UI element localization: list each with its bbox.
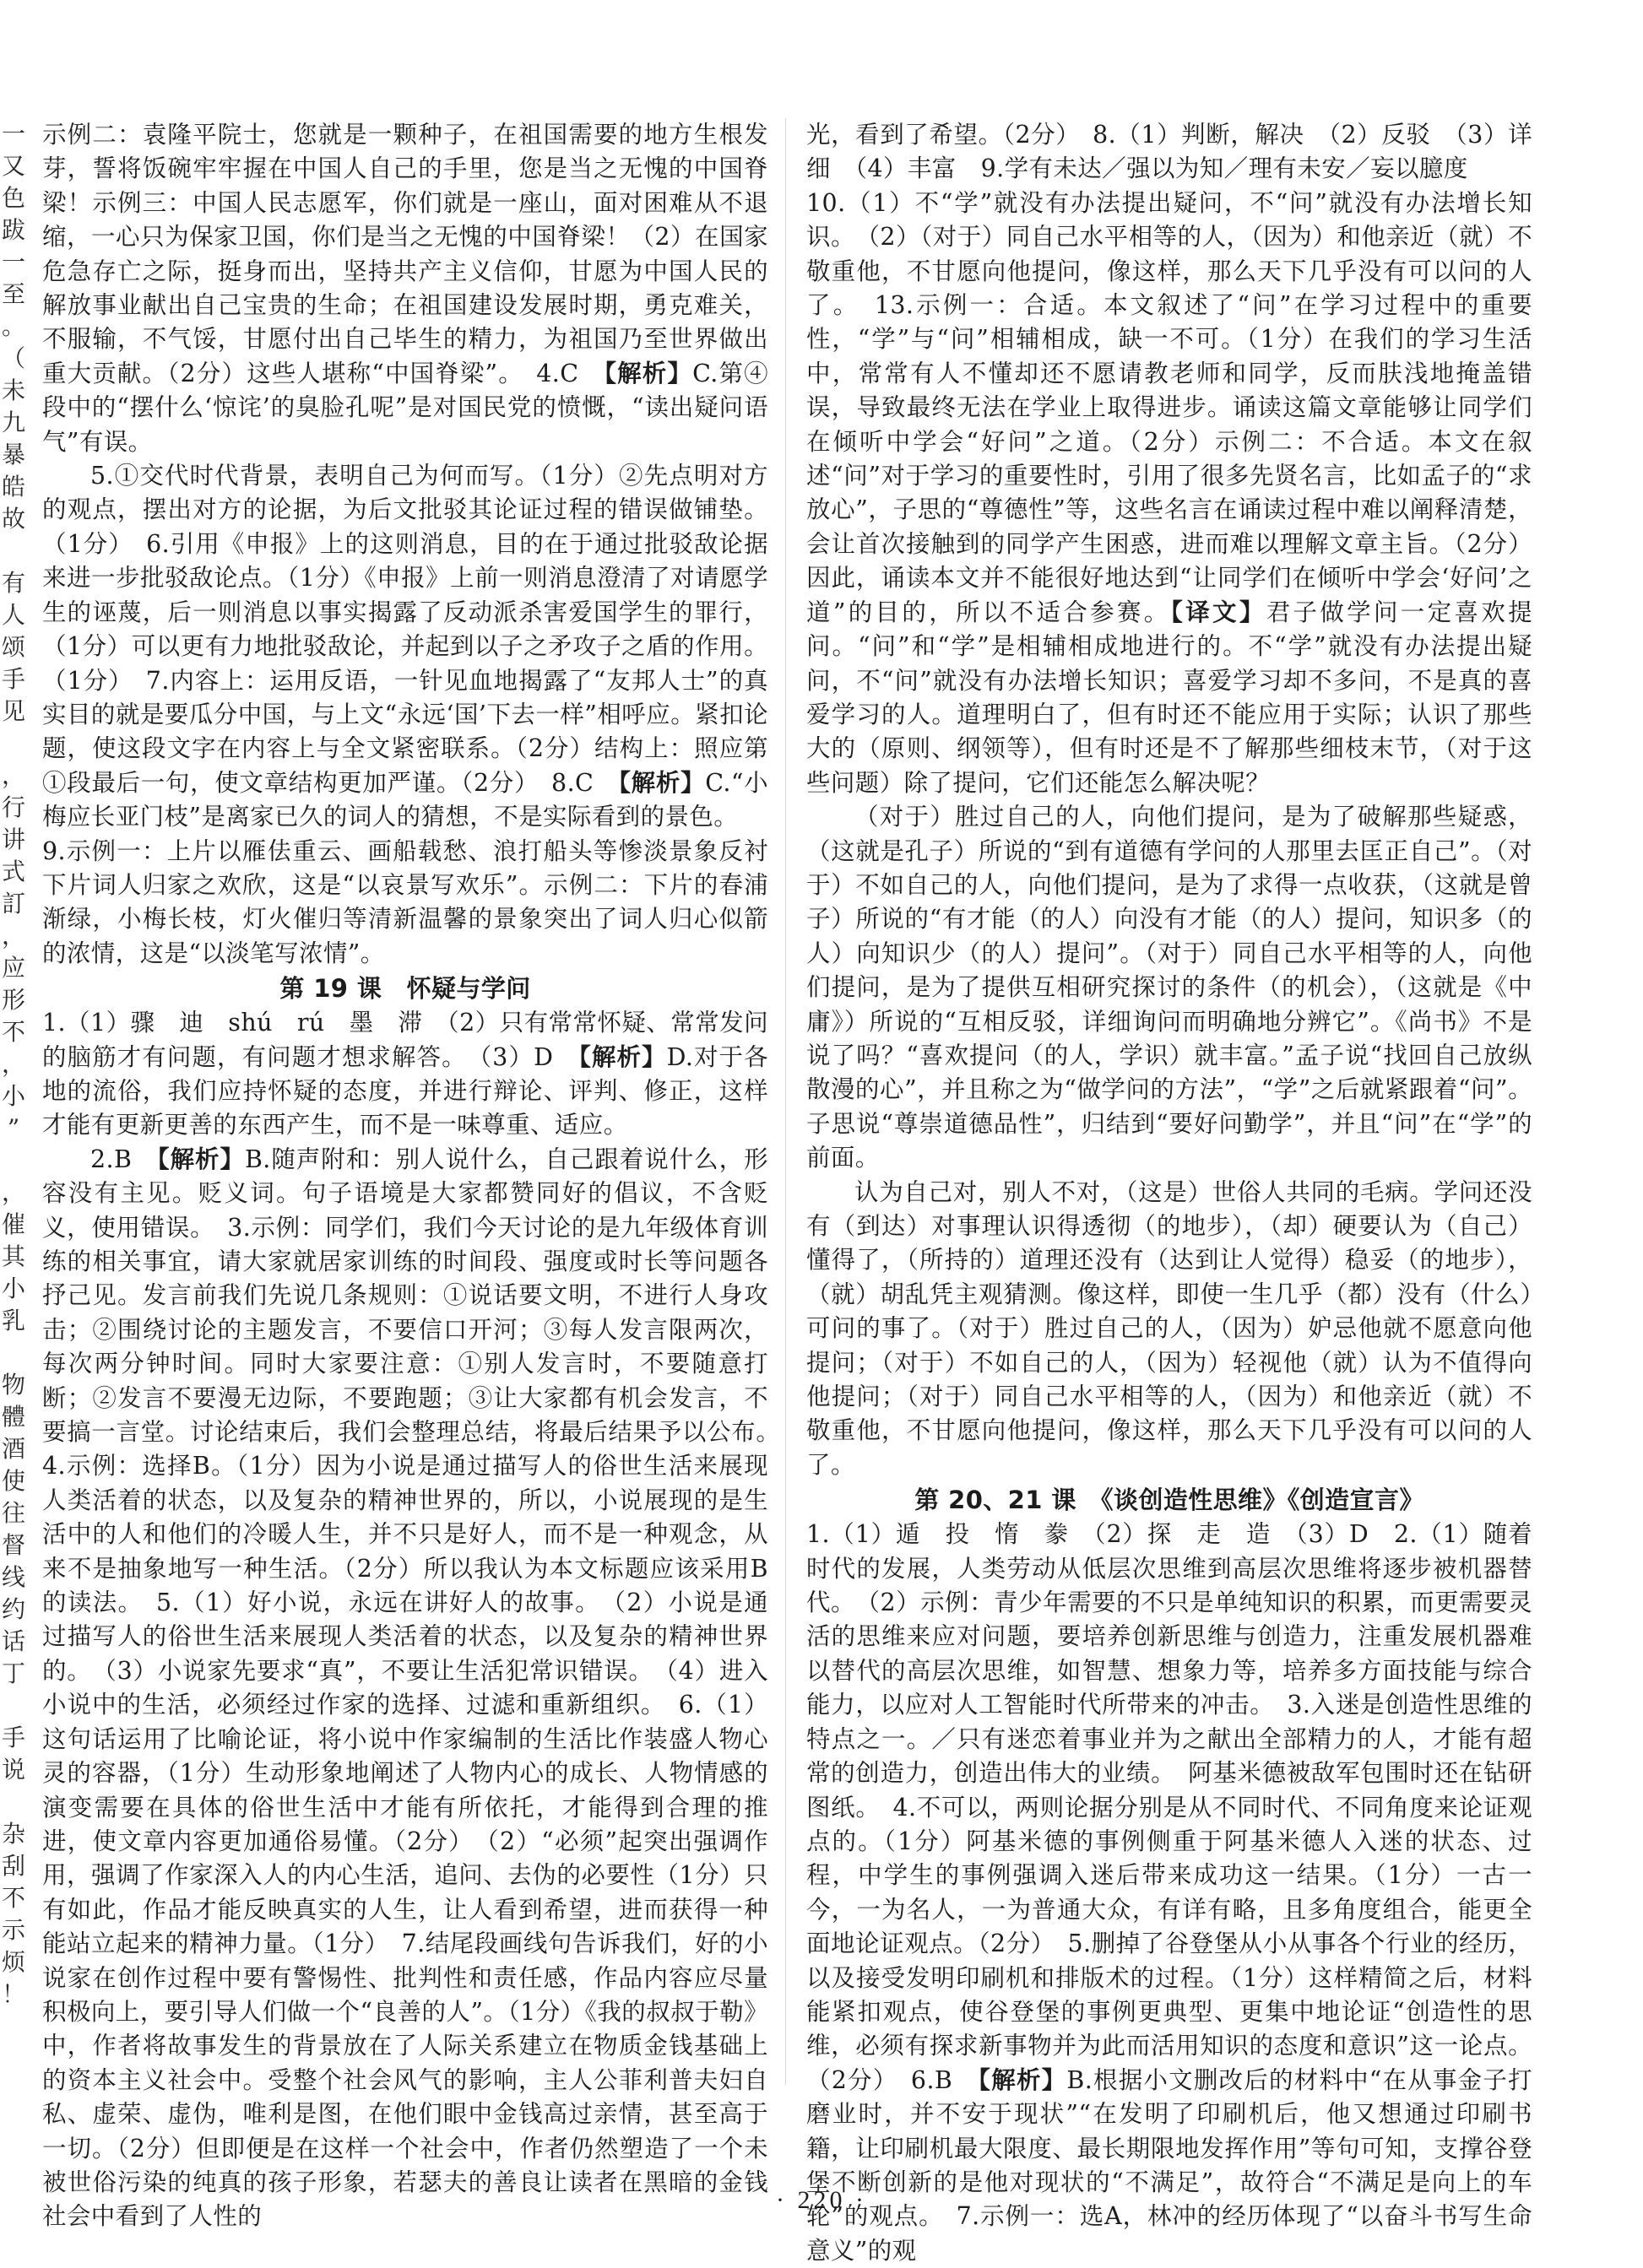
edge-glyph: 小: [1, 1275, 25, 1302]
edge-glyph: 应: [1, 954, 25, 982]
translation-tag: 【译文】: [1170, 598, 1266, 626]
edge-glyph: 行: [1, 793, 25, 821]
translation-paragraph: （对于）胜过自己的人，向他们提问，是为了破解那些疑惑，（这就是孔子）所说的“到有道德有学问的人那里去匡正自己”。（对于）不如自己的人，向他们提问，是为了求得一点收获，（这就是曾子）所说的“有才能（的人）向没有才能（的人）提问，知识多（的人）向知识少（的人）提问”。（对于）同自己水平相等的人，向他们提问，是为了提供互相研究探讨的条件（的机会），（这就是《中庸》）所说的“互相反驳，详细询问而明确地分辨它”。《尚书》不是说了吗？“喜欢提问（的人，学识）就丰富。”孟子说“找回自己放纵散漫的心”，并且称之为“做学问的方法”，“学”之后就紧跟着“问”。子思说“尊崇道德品性”，归结到“要好问勤学”，并且“问”在“学”的前面。: [806, 803, 1532, 1172]
right-column: [806, 118, 1532, 2268]
answer-paragraph: 9.示例一：上片以雁佉重云、画船载愁、浪打船头等惨淡景象反衬下片词人归家之欢欣，这是“以哀景写欢乐”。示例二：下片的春浦渐绿，小梅长枝，灯火催归等清新温馨的景象突出了词人归心似箭的浓情，这是“以淡笔写浓情”。: [42, 836, 768, 967]
edge-glyph: 约: [1, 1595, 25, 1623]
edge-glyph: 故: [1, 505, 25, 533]
edge-glyph: 暴: [1, 441, 25, 468]
edge-glyph: 手: [1, 665, 25, 693]
edge-glyph: 乳: [1, 1307, 25, 1334]
translation-paragraph: 认为自己对，别人不对，（这是）世俗人共同的毛病。学问还没有（到达）对事理认识得透彻（的地步），（却）硬要认为（自己）懂得了，（所持的）道理还没有（达到让人觉得）稳妥（的地步），（就）胡乱凭主观猜测。像这样，即使一生几乎（都）没有（什么）可问的事了。（对于）胜过自己的人，（因为）妒忌他就不愿意向他提问；（对于）不如自己的人，（因为）轻视他（就）认为不值得向他提问；（对于）同自己水平相等的人，（因为）和他亲近（就）不敬重他，不甘愿向他提问，像这样，那么天下几乎没有可以问的人了。: [806, 1177, 1532, 1479]
edge-glyph: ，: [1, 761, 25, 789]
edge-glyph: 使: [1, 1467, 25, 1495]
edge-glyph: （: [1, 344, 25, 372]
answer-paragraph: 1.（1）遁 投 惰 豢 （2）探 走 造 （3）D 2.（1）随着时代的发展，人类劳动从低层次思维到高层次思维将逐步被机器替代。 （2）示例：青少年需要的不只是单纯知识的积累，而更需要灵活的思维来应对问题，要培养创新思维与创造力，注重发展机器难以替代的高层次思维，如智慧、想象力等，培养多方面技能与综合能力，以应对人工智能时代所带来的冲击。 3.入迷是创造性思维的特点之一。／只有迷恋着事业并为之献出全部精力的人，才能有超常的创造力，创造出伟大的业绩。 阿基米德被敌军包围时还在钻研图纸。 4.不可以，两则论据分别是从不同时代、不同角度来论证观点的。（1分）阿基米德的事例侧重于阿基米德人入迷的状态、过程，中学生的事例强调入迷后带来成功这一结果。（1分）一古一今，一为名人，一为普通大众，有详有略，且多角度组合，能更全面地论证观点。（2分） 5.删掉了谷登堡从小从事各个行业的经历，以及接受发明印刷机和排版术的过程。（1分）这样精简之后，材料能紧扣观点，使谷登堡的事例更典型、更集中地论证“创造性的思维，必须有探求新事物并为此而活用知识的态度和意识”这一论点。（2分） 6.B 【解析】B.根据小文删改后的材料中“在从事金子打磨业时，并不安于现状”“在发明了印刷机后，他又想通过印刷书籍，让印刷机最大限度、最长期限地发挥作用”等句可知，支撑谷登堡不断创新的是他对现状的“不满足”，故符合“不满足是向上的车轮”的观点。 7.示例一：选A，林冲的经历体现了“以奋斗书写生命意义”的观: [806, 1520, 1532, 2265]
edge-glyph: 杂: [1, 1820, 25, 1848]
edge-glyph: 示: [1, 1916, 25, 1944]
answer-paragraph: 1.（1）骤 迪 shú rú 墨 滞 （2）只有常常怀疑、常常发问的脑筋才有问题，有问题才想求解答。 （3）D 【解析】D.对于各地的流俗，我们应持怀疑的态度，并进行辩论、评判、修正，这样才能有更新更善的东西产生，而不是一味尊重、适应。: [42, 1009, 768, 1139]
edge-glyph: [2, 1337, 25, 1369]
edge-glyph: 有: [1, 569, 25, 597]
edge-glyph: 一: [1, 120, 25, 148]
edge-glyph: 往: [1, 1499, 25, 1527]
edge-glyph: 讲: [1, 825, 25, 853]
edge-glyph: 色: [1, 184, 25, 212]
edge-glyph: 刮: [1, 1852, 25, 1880]
edge-glyph: 不: [1, 1018, 25, 1046]
edge-glyph: 线: [1, 1563, 25, 1591]
edge-glyph: ，: [1, 1178, 25, 1206]
edge-glyph: 物: [1, 1371, 25, 1399]
edge-glyph: 酒: [1, 1435, 25, 1463]
analysis-tag: 【解析】: [604, 359, 693, 387]
edge-glyph: [2, 1145, 25, 1177]
edge-glyph: 形: [1, 986, 25, 1014]
edge-glyph: 话: [1, 1627, 25, 1655]
edge-glyph: 皓: [1, 473, 25, 501]
edge-glyph: [2, 1786, 25, 1818]
edge-glyph: ，: [1, 922, 25, 950]
edge-glyph: 催: [1, 1210, 25, 1238]
edge-glyph: 见: [1, 697, 25, 725]
edge-glyph: 颂: [1, 633, 25, 661]
analysis-tag: 【解析】: [978, 2065, 1067, 2094]
edge-glyph: 丁: [1, 1659, 25, 1687]
answer-paragraph: 5.①交代时代背景，表明自己为何而写。（1分）②先点明对方的观点，摆出对方的论据，为后文批驳其论证过程的错误做铺垫。（1分） 6.引用《申报》上的这则消息，目的在于通过批驳敌论据来进一步批驳敌论点。（1分）《申报》上前一则消息澄清了对请愿学生的诬蔑，后一则消息以事实揭露了反动派杀害爱国学生的罪行，（1分）可以更有力地批驳敌论，并起到以子之矛攻子之盾的作用。（1分） 7.内容上：运用反语，一针见血地揭露了“友邦人士”的真实目的就是要瓜分中国，与上文“永远‘国’下去一样”相呼应。紧扣论题，使这段文字在内容上与全文紧密联系。（2分）结构上：照应第①段最后一句，使文章结构更加严谨。（2分） 8.C 【解析】C.“小梅应长亚门枝”是离家已久的词人的猜想，不是实际看到的景色。: [42, 462, 768, 831]
answer-paragraph: 光，看到了希望。（2分） 8.（1）判断，解决 （2）反驳 （3）详细 （4）丰富 9.学有未达／强以为知／理有未安／妄以臆度: [806, 121, 1532, 183]
left-edge-cropped-column: [0, 118, 27, 2060]
edge-glyph: 督: [1, 1531, 25, 1559]
edge-glyph: 至: [1, 280, 25, 308]
edge-glyph: [2, 1690, 25, 1722]
analysis-tag: 【解析】: [578, 1042, 667, 1071]
lesson-heading: 第 20、21 课 《谈创造性思维》《创造宣言》: [914, 1486, 1424, 1515]
analysis-tag: 【解析】: [157, 1145, 245, 1173]
edge-glyph: 九: [1, 409, 25, 436]
page-number: · 220 ·: [776, 2186, 867, 2214]
edge-glyph: 式: [1, 858, 25, 885]
edge-glyph: 。: [1, 312, 25, 340]
left-column: [42, 118, 793, 2234]
answer-paragraph: 示例二：袁隆平院士，您就是一颗种子，在祖国需要的地方生根发芽，誓将饭碗牢牢握在中国人自己的手里，您是当之无愧的中国脊梁！示例三：中国人民志愿军，你们就是一座山，面对困难从不退缩，一心只为保家卫国，你们是当之无愧的中国脊梁！（2）在国家危急存亡之际，挺身而出，坚持共产主义信仰，甘愿为中国人民的解放事业献出自己宝贵的生命；在祖国建设发展时期，勇克难关，不服输，不气馁，甘愿付出自己毕生的精力，为祖国乃至世界做出重大贡献。（2分）这些人堪称“中国脊梁”。 4.C 【解析】C.第④段中的“摆什么‘惊诧’的臭脸孔呢”是对国民党的愤慨，“读出疑问语气”有误。: [42, 121, 768, 456]
edge-glyph: 手: [1, 1724, 25, 1751]
edge-glyph: ！: [1, 1980, 25, 2008]
edge-glyph: 人: [1, 601, 25, 629]
edge-glyph: 说: [1, 1756, 25, 1784]
edge-glyph: 體: [1, 1403, 25, 1431]
edge-glyph: ，: [1, 1050, 25, 1078]
answer-paragraph: 2.B 【解析】B.随声附和：别人说什么，自己跟着说什么，形容没有主见。贬义词。句子语境是大家都赞同好的倡议，不含贬义，使用错误。 3.示例：同学们，我们今天讨论的是九年级体育训练的相关事宜，请大家就居家训练的时间段、强度或时长等问题各抒己见。发言前我们先说几条规则：①说话要文明，不进行人身攻击；②围绕讨论的主题发言，不要信口开河；③每人发言限两次，每次两分钟时间。同时大家要注意：①别人发言时，不要随意打断；②发言不要漫无边际，不要跑题；③让大家都有机会发言，不要搞一言堂。讨论结束后，我们会整理总结，将最后结果予以公布。 4.示例：选择B。（1分）因为小说是通过描写人的俗世生活来展现人类活着的状态，以及复杂的精神世界的，所以，小说展现的是生活中的人和他们的冷暖人生，并不只是好人，而不是一种观念，从来不是抽象地写一种生活。（2分）所以我认为本文标题应该采用B的读法。 5.（1）好小说，永远在讲好人的故事。 （2）小说是通过描写人的俗世生活来展现人类活着的状态，以及复杂的精神世界的。 （3）小说家先要求“真”，不要让生活犯常识错误。 （4）进入小说中的生活，必须经过作家的选择、过滤和重新组织。 6.（1）这句话运用了比喻论证，将小说中作家编制的生活比作装盛人物心灵的容器，（1分）生动形象地阐述了人物内心的成长、人物情感的演变需要在具体的俗世生活中才能有所依托，才能得到合理的推进，使文章内容更加通俗易懂。（2分） （2）“必须”起突出强调作用，强调了作家深入人的内心生活，追问、去伪的必要性（1分）只有如此，作品才能反映真实的人生，让人看到希望，进而获得一种能站立起来的精神力量。（1分） 7.结尾段画线句告诉我们，好的小说家在创作过程中要有警惕性、批判性和责任感，作品内容应尽量积极向上，要引导人们做一个“良善的人”。（1分）《我的叔叔于勒》中，作者将故事发生的背景放在了人际关系建立在物质金钱基础上的资本主义社会中。受整个社会风气的影响，主人公菲利普夫妇自私、虚荣、虚伪，唯利是图，在他们眼中金钱高过亲情，甚至高于一切。（2分）但即便是在这样一个社会中，作者仍然塑造了一个未被世俗污染的纯真的孩子形象，若瑟夫的善良让读者在黑暗的金钱社会中看到了人性的: [42, 1145, 793, 2231]
edge-glyph: 又: [1, 152, 25, 180]
edge-glyph: ”: [7, 1114, 20, 1142]
edge-glyph: 其: [1, 1242, 25, 1270]
edge-glyph: 訂: [1, 890, 25, 917]
edge-glyph: 一: [1, 248, 25, 276]
edge-glyph: 跋: [1, 216, 25, 244]
edge-glyph: 不: [1, 1884, 25, 1912]
edge-glyph: [2, 535, 25, 567]
edge-glyph: 小: [1, 1082, 25, 1110]
edge-glyph: 烦: [1, 1948, 25, 1976]
analysis-tag: 【解析】: [618, 768, 706, 797]
answer-paragraph: 10.（1）不“学”就没有办法提出疑问，不“问”就没有办法增长知识。 （2）（对于）同自己水平相等的人，（因为）和他亲近（就）不敬重他，不甘愿向他提问，像这样，那么天下几乎没有可以问的人了。 13.示例一：合适。本文叙述了“问”在学习过程中的重要性，“学”与“问”相辅相成，缺一不可。（1分）在我们的学习生活中，常常有人不懂却还不愿请教老师和同学，反而肤浅地掩盖错误，导致最终无法在学业上取得进步。诵读这篇文章能够让同学们在倾听中学会“好问”之道。（2分）示例二：不合适。本文在叙述“问”对于学习的重要性时，引用了很多先贤名言，比如孟子的“求放心”，子思的“尊德性”等，这些名言在诵读过程中难以阐释清楚，会让首次接触到的同学产生困惑，进而难以理解文章主旨。（2分）因此，诵读本文并不能很好地达到“让同学们在倾听中学会‘好问’之道”的目的，所以不适合参赛。【译文】君子做学问一定喜欢提问。“问”和“学”是相辅相成地进行的。不“学”就没有办法提出疑问，不“问”就没有办法增长知识；喜爱学习却不多问，不是真的喜爱学习的人。道理明白了，但有时还不能应用于实际；认识了那些大的（原则、纲领等），但有时还是不了解那些细枝末节，（对于这些问题）除了提问，它们还能怎么解决呢？: [806, 188, 1533, 797]
edge-glyph: 未: [1, 376, 25, 404]
edge-glyph: [2, 728, 25, 760]
column-divider: [785, 118, 786, 2085]
lesson-heading: 第 19 课 怀疑与学问: [279, 974, 531, 1004]
